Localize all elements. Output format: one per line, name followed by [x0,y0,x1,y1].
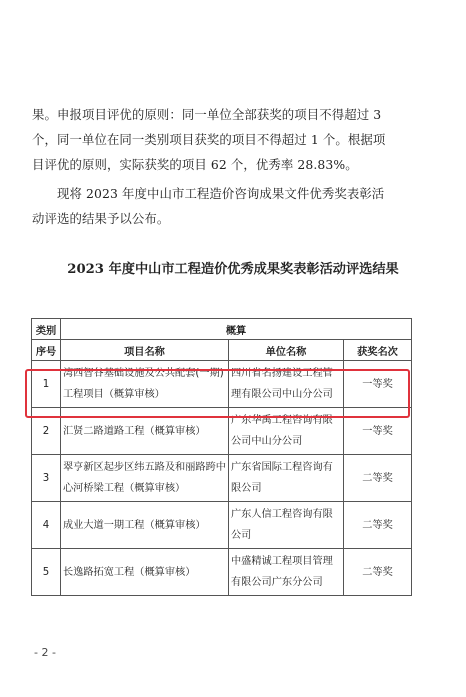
cell-num: 4 [32,502,61,549]
header-project: 项目名称 [61,340,229,361]
paragraph-line: 目评优的原则，实际获奖的项目 62 个，优秀率 28.83%。 [32,157,358,172]
cell-company: 广东省国际工程咨询有限公司 [229,455,344,502]
header-company: 单位名称 [229,340,344,361]
header-group: 概算 [61,319,412,340]
page-number: - 2 - [34,646,56,659]
cell-company: 中盛精诚工程项目管理有限公司广东分公司 [229,549,344,596]
cell-award: 一等奖 [344,408,412,455]
results-table [31,318,412,596]
paragraph-2 [32,181,436,231]
paragraph-1 [32,102,436,177]
cell-project: 长逸路拓宽工程（概算审核） [61,549,229,596]
cell-award: 二等奖 [344,549,412,596]
paragraph-line: 个，同一单位在同一类别项目获奖的项目不得超过 1 个。根据项 [32,132,386,147]
cell-project: 成业大道一期工程（概算审核） [61,502,229,549]
cell-company: 广东华禹工程咨询有限公司中山分公司 [229,408,344,455]
cell-num: 2 [32,408,61,455]
table-row [32,502,412,549]
header-category: 类别 [32,319,61,340]
paragraph-line: 果。申报项目评优的原则：同一单位全部获奖的项目不得超过 3 [32,107,382,122]
header-num: 序号 [32,340,61,361]
cell-project: 汇贤二路道路工程（概算审核） [61,408,229,455]
table-row [32,549,412,596]
cell-award: 一等奖 [344,361,412,408]
cell-project: 翠亨新区起步区纬五路及和丽路跨中心河桥梁工程（概算审核） [61,455,229,502]
table-row [32,361,412,408]
header-award: 获奖名次 [344,340,412,361]
cell-award: 二等奖 [344,455,412,502]
cell-award: 二等奖 [344,502,412,549]
table-header-row [32,340,412,361]
cell-company: 四川省名扬建设工程管理有限公司中山分公司 [229,361,344,408]
cell-num: 1 [32,361,61,408]
cell-company: 广东人信工程咨询有限公司 [229,502,344,549]
cell-project: 湾西智谷基础设施及公共配套(一期)工程项目（概算审核） [61,361,229,408]
paragraph-line: 现将 2023 年度中山市工程造价咨询成果文件优秀奖表彰活 [57,186,385,201]
cell-num: 3 [32,455,61,502]
table-header-row [32,319,412,340]
table-row [32,408,412,455]
table-title: 2023 年度中山市工程造价优秀成果奖表彰活动评选结果 [67,262,399,277]
paragraph-line: 动评选的结果予以公布。 [32,211,170,226]
cell-num: 5 [32,549,61,596]
table-row [32,455,412,502]
